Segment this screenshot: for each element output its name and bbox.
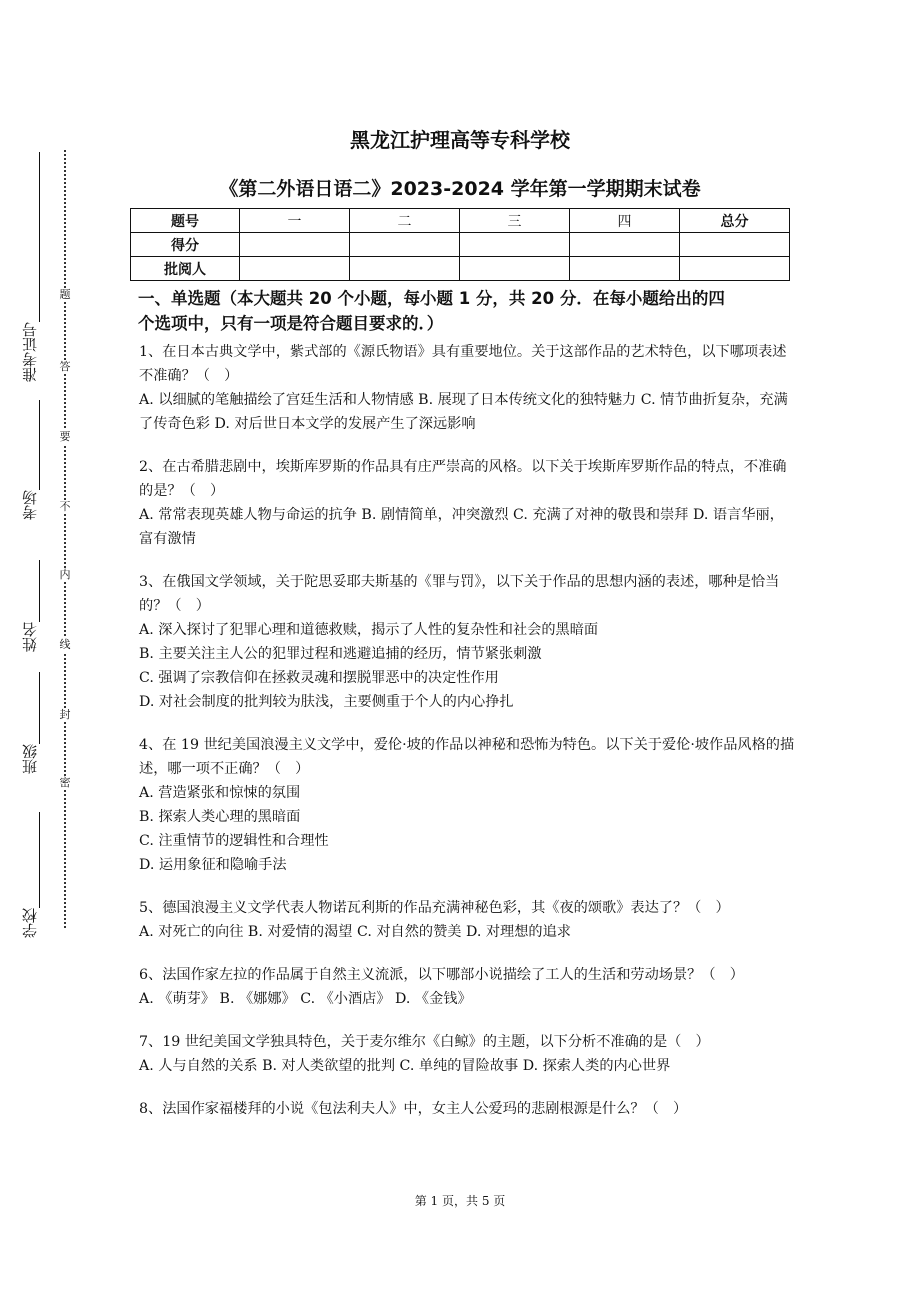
grader-cell[interactable] xyxy=(240,257,350,281)
score-header-cell: 四 xyxy=(570,209,680,233)
seal-char: 封 xyxy=(57,708,73,722)
score-cell[interactable] xyxy=(240,233,350,257)
question-1 xyxy=(139,340,795,436)
exam-room-blank[interactable] xyxy=(39,400,40,490)
seal-char: 要 xyxy=(57,430,73,444)
school-label: 学校 xyxy=(21,908,39,938)
seal-char: 内 xyxy=(57,568,73,582)
option-d: D. 运用象征和隐喻手法 xyxy=(139,857,287,873)
section-heading xyxy=(138,286,795,336)
seal-char: 题 xyxy=(57,288,73,302)
question-7 xyxy=(139,1030,795,1078)
score-row-label: 批阅人 xyxy=(131,257,240,281)
score-cell[interactable] xyxy=(570,233,680,257)
grader-cell[interactable] xyxy=(570,257,680,281)
school-blank[interactable] xyxy=(39,812,40,908)
seal-char: 线 xyxy=(57,638,73,652)
grader-cell[interactable] xyxy=(460,257,570,281)
section-heading-line: 一、单选题（本大题共 20 个小题，每小题 1 分，共 20 分．在每小题给出的四 xyxy=(138,289,725,308)
score-header-cell: 题号 xyxy=(131,209,240,233)
score-cell[interactable] xyxy=(680,233,790,257)
seal-dotted-line xyxy=(64,150,66,928)
score-cell[interactable] xyxy=(350,233,460,257)
name-blank[interactable] xyxy=(39,560,40,622)
seal-char: 密 xyxy=(57,776,73,790)
name-label: 姓名 xyxy=(21,622,39,652)
question-6 xyxy=(139,963,795,1011)
question-options: A. 常常表现英雄人物与命运的抗争 B. 剧情简单，冲突激烈 C. 充满了对神的敬畏和崇拜 D. 语言华丽，富有激情 xyxy=(139,507,784,547)
binding-field-class xyxy=(18,672,42,774)
score-table-header-row xyxy=(131,209,790,233)
exam-number-label: 准考证号 xyxy=(21,322,39,382)
score-header-cell: 总分 xyxy=(680,209,790,233)
exam-room-label: 考场 xyxy=(21,490,39,520)
grader-cell[interactable] xyxy=(350,257,460,281)
question-8 xyxy=(139,1097,795,1121)
page-footer: 第 1 页，共 5 页 xyxy=(414,1194,506,1208)
option-d: D. 对社会制度的批判较为肤浅，主要侧重于个人的内心挣扎 xyxy=(139,694,514,710)
question-3 xyxy=(139,570,795,714)
option-b: B. 探索人类心理的黑暗面 xyxy=(139,809,301,825)
question-stem: 4、在 19 世纪美国浪漫主义文学中，爱伦·坡的作品以神秘和恐怖为特色。以下关于爱伦·坡作品风格的描述，哪一项不正确？（ ） xyxy=(139,737,795,777)
question-options: A. 《萌芽》 B. 《娜娜》 C. 《小酒店》 D. 《金钱》 xyxy=(139,991,472,1007)
class-blank[interactable] xyxy=(39,672,40,744)
seal-char: 答 xyxy=(57,360,73,374)
score-cell[interactable] xyxy=(460,233,570,257)
seal-char: 不 xyxy=(57,500,73,514)
option-b: B. 主要关注主人公的犯罪过程和逃避追捕的经历，情节紧张刺激 xyxy=(139,646,542,662)
score-table-row xyxy=(131,233,790,257)
binding-field-school xyxy=(18,812,42,938)
score-table xyxy=(130,208,790,281)
school-title: 黑龙江护理高等专科学校 xyxy=(350,128,570,152)
question-stem: 2、在古希腊悲剧中，埃斯库罗斯的作品具有庄严崇高的风格。以下关于埃斯库罗斯作品的特点，不准确的是？（ ） xyxy=(139,459,787,499)
score-header-cell: 二 xyxy=(350,209,460,233)
section-heading-line: 个选项中，只有一项是符合题目要求的．） xyxy=(138,314,444,333)
option-c: C. 强调了宗教信仰在拯救灵魂和摆脱罪恶中的决定性作用 xyxy=(139,670,499,686)
option-a: A. 深入探讨了犯罪心理和道德救赎，揭示了人性的复杂性和社会的黑暗面 xyxy=(139,622,599,638)
question-2 xyxy=(139,455,795,551)
question-stem: 1、在日本古典文学中，紫式部的《源氏物语》具有重要地位。关于这部作品的艺术特色，以下哪项表述不准确？（ ） xyxy=(139,344,787,384)
question-options: A. 以细腻的笔触描绘了宫廷生活和人物情感 B. 展现了日本传统文化的独特魅力 C. 情节曲折复杂，充满了传奇色彩 D. 对后世日本文学的发展产生了深远影响 xyxy=(139,392,788,432)
binding-field-exam-room xyxy=(18,400,42,520)
question-stem: 8、法国作家福楼拜的小说《包法利夫人》中，女主人公爱玛的悲剧根源是什么？（ ） xyxy=(139,1101,688,1117)
question-stem: 6、法国作家左拉的作品属于自然主义流派，以下哪部小说描绘了工人的生活和劳动场景？（ ） xyxy=(139,967,744,983)
grader-cell[interactable] xyxy=(680,257,790,281)
option-a: A. 营造紧张和惊悚的氛围 xyxy=(139,785,301,801)
question-options: A. 对死亡的向往 B. 对爱情的渴望 C. 对自然的赞美 D. 对理想的追求 xyxy=(139,924,571,940)
question-4 xyxy=(139,733,795,877)
score-table-row xyxy=(131,257,790,281)
question-stem: 7、19 世纪美国文学独具特色，关于麦尔维尔《白鲸》的主题，以下分析不准确的是（ ） xyxy=(139,1034,710,1050)
score-row-label: 得分 xyxy=(131,233,240,257)
question-options: A. 人与自然的关系 B. 对人类欲望的批判 C. 单纯的冒险故事 D. 探索人类的内心世界 xyxy=(139,1058,671,1074)
question-5 xyxy=(139,896,795,944)
option-c: C. 注重情节的逻辑性和合理性 xyxy=(139,833,329,849)
exam-title: 《第二外语日语二》2023-2024 学年第一学期期末试卷 xyxy=(219,178,701,200)
class-label: 班级 xyxy=(21,744,39,774)
score-header-cell: 一 xyxy=(240,209,350,233)
question-section xyxy=(139,286,795,1121)
binding-field-name xyxy=(18,560,42,652)
question-stem: 5、德国浪漫主义文学代表人物诺瓦利斯的作品充满神秘色彩，其《夜的颂歌》表达了？（ ） xyxy=(139,900,730,916)
question-stem: 3、在俄国文学领域，关于陀思妥耶夫斯基的《罪与罚》，以下关于作品的思想内涵的表述，哪种是恰当的？（ ） xyxy=(139,574,780,614)
score-header-cell: 三 xyxy=(460,209,570,233)
